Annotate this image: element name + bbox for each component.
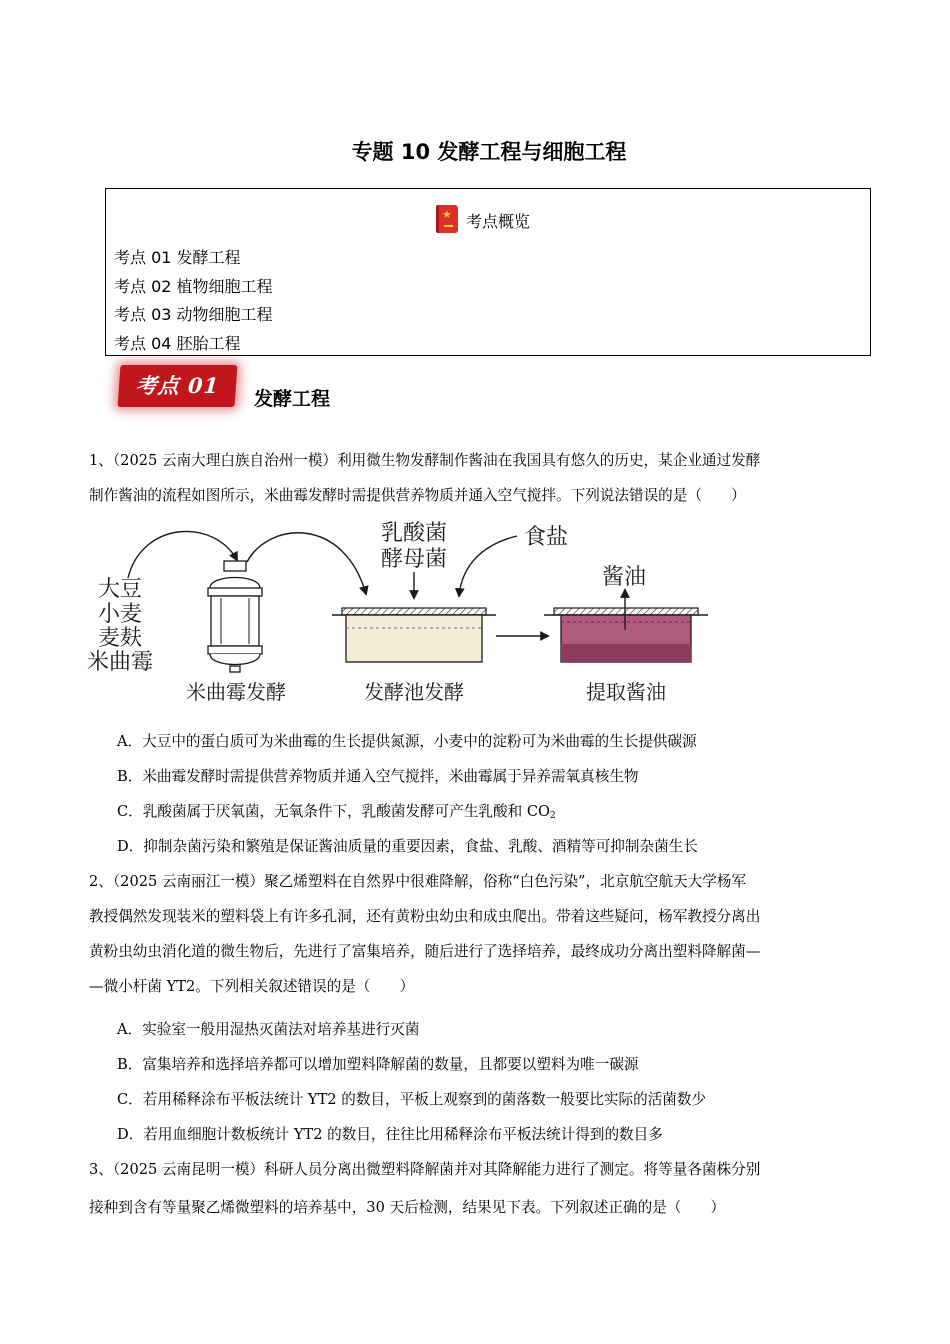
product-label-soy-sauce: 酱油	[601, 565, 647, 590]
overview-heading	[436, 207, 556, 237]
question-2-option-b: B．富集培养和选择培养都可以增加塑料降解菌的数量，且都要以塑料为唯一碳源	[117, 1056, 639, 1073]
fermenter-tank-icon	[208, 561, 262, 672]
book-icon	[436, 205, 458, 233]
fermentation-pool-icon	[332, 608, 496, 662]
page-title: 专题 10 发酵工程与细胞工程	[351, 140, 627, 164]
question-2-option-a: A．实验室一般用湿热灭菌法对培养基进行灭菌	[117, 1021, 420, 1038]
question-3-stem-line-2: 接种到含有等量聚乙烯微塑料的培养基中，30 天后检测，结果见下表。下列叙述正确的是（ ）	[89, 1199, 726, 1216]
input-label-wheat: 小麦	[97, 602, 143, 627]
question-2-stem-line-3: 黄粉虫幼虫消化道的微生物后，先进行了富集培养，随后进行了选择培养，最终成功分离出塑料降解菌—	[89, 943, 761, 960]
question-2-stem-line-4: —微小杆菌 YT2。下列相关叙述错误的是（ ）	[89, 978, 415, 995]
question-1-option-d: D．抑制杂菌污染和繁殖是保证酱油质量的重要因素，食盐、乳酸、酒精等可抑制杂菌生长	[117, 838, 698, 855]
question-1-option-a: A．大豆中的蛋白质可为米曲霉的生长提供氮源，小麦中的淀粉可为米曲霉的生长提供碳源	[117, 733, 697, 750]
question-3-stem-line-1: 3、（2025 云南昆明一模）科研人员分离出微塑料降解菌并对其降解能力进行了测定。将等量各菌株分别	[89, 1161, 761, 1178]
overview-box	[105, 188, 871, 356]
microbe-label-yeast: 酵母菌	[380, 547, 448, 572]
overview-item-01: 考点 01 发酵工程	[114, 248, 241, 267]
question-1-option-c-subscript: 2	[549, 811, 556, 821]
input-label-soybean: 大豆	[97, 577, 143, 602]
overview-heading-label: 考点概览	[466, 212, 531, 231]
question-1-option-b: B．米曲霉发酵时需提供营养物质并通入空气搅拌，米曲霉属于异养需氧真核生物	[117, 768, 639, 785]
salt-label: 食盐	[523, 525, 569, 550]
overview-list	[114, 244, 273, 358]
question-1-stem-line-2: 制作酱油的流程如图所示，米曲霉发酵时需提供营养物质并通入空气搅拌。下列说法错误的是（ ）	[89, 487, 746, 504]
extraction-tank-icon	[544, 608, 708, 662]
input-label-aspergillus: 米曲霉	[86, 650, 154, 675]
arrow-inputs-to-fermenter	[128, 531, 237, 578]
section-badge: 考点 01	[118, 365, 238, 407]
overview-item-03: 考点 03 动物细胞工程	[114, 305, 273, 324]
question-2-option-c: C．若用稀释涂布平板法统计 YT2 的数目，平板上观察到的菌落数一般要比实际的活菌数少	[117, 1091, 707, 1108]
section-title: 发酵工程	[254, 388, 331, 410]
question-1-stem-line-1: 1、（2025 云南大理白族自治州一模）利用微生物发酵制作酱油在我国具有悠久的历史，某企业通过发酵	[89, 452, 761, 469]
question-1-option-c	[117, 794, 877, 834]
overview-item-04: 考点 04 胚胎工程	[114, 333, 241, 353]
question-2-option-d: D．若用血细胞计数板统计 YT2 的数目，往往比用稀释涂布平板法统计得到的数目多	[117, 1126, 663, 1143]
step-label-pool-fermentation: 发酵池发酵	[364, 680, 464, 704]
soy-sauce-process-diagram	[84, 516, 724, 712]
overview-item-02: 考点 02 植物细胞工程	[114, 276, 273, 296]
question-2-stem-line-2: 教授偶然发现装米的塑料袋上有许多孔洞，还有黄粉虫幼虫和成虫爬出。带着这些疑问，杨军教授分离出	[89, 908, 761, 925]
question-2-stem-line-1: 2、（2025 云南丽江一模）聚乙烯塑料在自然界中很难降解，俗称“白色污染”，北京航空航天大学杨军	[89, 873, 747, 890]
arrow-salt-to-pool	[459, 536, 517, 596]
input-label-bran: 麦麸	[97, 626, 143, 651]
arrow-fermenter-to-pool	[247, 533, 366, 594]
question-1-option-c-text: C．乳酸菌属于厌氧菌，无氧条件下，乳酸菌发酵可产生乳酸和 CO	[117, 803, 550, 820]
microbe-label-lactobacillus: 乳酸菌	[380, 521, 448, 546]
step-label-extraction: 提取酱油	[586, 680, 666, 704]
step-label-aspergillus-fermentation: 米曲霉发酵	[186, 680, 286, 704]
